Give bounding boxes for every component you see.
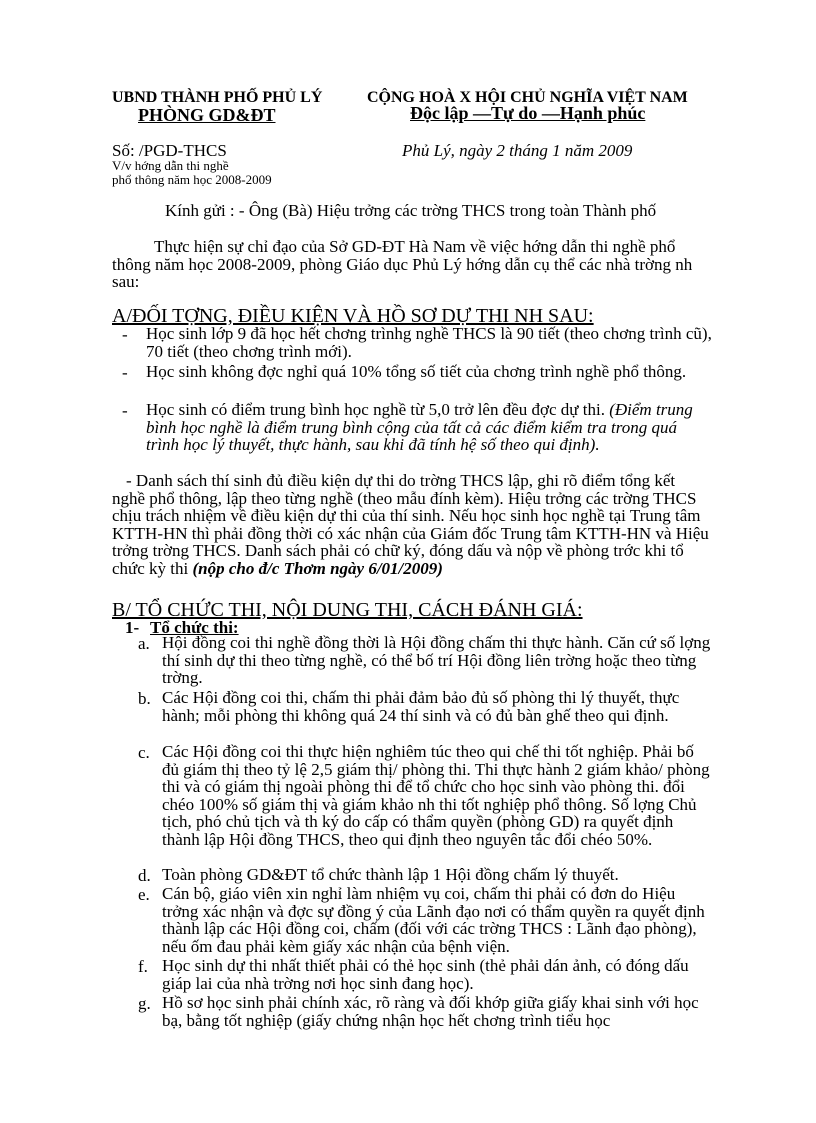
section-b-item-d: Toàn phòng GD&ĐT tổ chức thành lập 1 Hội đồng chấm lý thuyết. xyxy=(162,865,619,884)
item-label-d: d. xyxy=(138,866,151,885)
country-name: CỘNG HOÀ X HỘI CHỦ NGHĨA VIỆT NAM xyxy=(367,89,688,106)
section-a-item-2: Học sinh không đợc nghỉ quá 10% tổng số tiết của chơng trình nghề phổ thông. xyxy=(146,362,687,381)
intro-paragraph: Thực hiện sự chỉ đạo của Sở GD-ĐT Hà Nam về việc hớng dẫn thi nghề phổ thông năm học 2008-2009, phòng Giáo dục Phủ Lý hớng dẫn cụ thể các nhà trờng nh sau: xyxy=(112,237,693,291)
section-b-item-e: Cán bộ, giáo viên xin nghỉ làm nhiệm vụ coi, chấm thi phải có đơn do Hiệu trởng xác nhận và đợc sự đồng ý của Lãnh đạo nơi có thẩm quyền ra quyết định thành lập các Hội đồng coi, chấm (đối với các trờng THCS : Lãnh đạo phòng), nếu ốm đau phải kèm giấy xác nhận của bệnh viện. xyxy=(162,884,705,956)
subject-line-2: phổ thông năm học 2008-2009 xyxy=(112,172,272,187)
section-a-heading: A/ĐỐI TỢNG, ĐIỀU KIỆN VÀ HỒ SƠ DỰ THI NH SAU: xyxy=(112,305,594,327)
issuing-department: PHÒNG GD&ĐT xyxy=(138,105,276,125)
section-b-item-b: Các Hội đồng coi thi, chấm thi phải đảm bảo đủ số phòng thi lý thuyết, thực hành; mỗi phòng thi không quá 24 thí sinh và có đủ bàn ghế theo qui định. xyxy=(162,688,680,725)
bullet-dash: - xyxy=(122,401,128,420)
subsection-title: Tổ chức thi: xyxy=(150,618,239,637)
bullet-dash: - xyxy=(122,325,128,344)
section-a-item-1: Học sinh lớp 9 đã học hết chơng trìnhg nghề THCS là 90 tiết (theo chơng trình cũ), 70 tiết (theo chơng trình mới). xyxy=(146,324,712,361)
item-label-f: f. xyxy=(138,957,148,976)
section-a-item-3-text: Học sinh có điểm trung bình học nghề từ 5,0 trở lên đều đợc dự thi. xyxy=(146,400,605,419)
item-label-g: g. xyxy=(138,994,151,1013)
subject-line-1: V/v hớng dẫn thi nghề xyxy=(112,158,229,173)
document-date: Phủ Lý, ngày 2 tháng 1 năm 2009 xyxy=(402,141,633,160)
section-b-item-g: Hồ sơ học sinh phải chính xác, rõ ràng và đối khớp giữa giấy khai sinh với học bạ, bằng tốt nghiệp (giấy chứng nhận học hết chơng trình tiểu học xyxy=(162,993,699,1030)
section-b-item-c: Các Hội đồng coi thi thực hiện nghiêm túc theo qui chế thi tốt nghiệp. Phải bố đủ giám thị theo tỷ lệ 2,5 giám thị/ phòng thi. Thi thực hành 2 giám khảo/ phòng thi và có giám thị ngoài phòng thi để tổ chức cho học sinh vào phòng thi. đổi chéo 100% số giám thị và giám khảo nh thi tốt nghiệp phổ thông. Số lợng Chủ tịch, phó chủ tịch và th ký do cấp có thẩm quyền (phòng GD) ra quyết định thành lập Hội đồng THCS, theo qui định theo nguyên tắc đổi chéo 50%. xyxy=(162,742,710,849)
section-b-heading: B/ TỔ CHỨC THI, NỘI DUNG THI, CÁCH ĐÁNH GIÁ: xyxy=(112,599,583,621)
item-label-c: c. xyxy=(138,743,150,762)
section-a-item-4: - Danh sách thí sinh đủ điều kiện dự thi do trờng THCS lập, ghi rõ điểm tổng kết nghề phổ thông, lập theo từng nghề (theo mẫu đính kèm). Hiệu trởng các trờng THCS chịu trách nhiệm về điều kiện dự thi của thí sinh. Nếu học sinh học nghề tại Trung tâm KTTH-HN thì phải đồng thời có xác nhận của Giám đốc Trung tâm KTTH-HN và Hiệu trởng trờng THCS. Danh sách phải có chữ ký, đóng dấu và nộp về phòng trớc khi tổ chức kỳ thi (nộp cho đ/c Thơm ngày 6/01/2009) xyxy=(112,471,709,578)
section-a-item-4-text: Danh sách thí sinh đủ điều kiện dự thi do trờng THCS lập, ghi rõ điểm tổng kết nghề phổ thông, lập theo từng nghề (theo mẫu đính kèm). Hiệu trởng các trờng THCS chịu trách nhiệm về điều kiện dự thi của thí sinh. Nếu học sinh học nghề tại Trung tâm KTTH-HN thì phải đồng thời có xác nhận của Giám đốc Trung tâm KTTH-HN và Hiệu trởng trờng THCS. Danh sách phải có chữ ký, đóng dấu và nộp về phòng trớc khi tổ chức kỳ thi xyxy=(112,471,709,578)
section-b-item-a: Hội đồng coi thi nghề đồng thời là Hội đồng chấm thi thực hành. Căn cứ số lợng thí sinh dự thi theo từng nghề, có thể bố trí Hội đồng liên trờng hoặc theo từng trờng. xyxy=(162,633,711,687)
section-a-item-4-emphasis: (nộp cho đ/c Thơm ngày 6/01/2009) xyxy=(192,558,443,578)
section-a-item-3-note: (Điểm trung bình học nghề là điểm trung bình cộng của tất cả các điểm kiểm tra trong quá trình học lý thuyết, thực hành, sau khi đã tính hệ số theo qui định). xyxy=(146,400,693,454)
document-number: Số: /PGD-THCS xyxy=(112,141,227,160)
item-label-b: b. xyxy=(138,689,151,708)
item-label-a: a. xyxy=(138,634,150,653)
recipient-line: Kính gửi : - Ông (Bà) Hiệu trởng các trờng THCS trong toàn Thành phố xyxy=(165,201,657,220)
national-motto: Độc lập —Tự do —Hạnh phúc xyxy=(410,103,646,123)
section-b-item-f: Học sinh dự thi nhất thiết phải có thẻ học sinh (thẻ phải dán ảnh, có đóng dấu giáp lai của nhà trờng nơi học sinh đang học). xyxy=(162,956,689,993)
bullet-dash: - xyxy=(122,363,128,382)
issuing-authority: UBND THÀNH PHỐ PHỦ LÝ xyxy=(112,89,323,106)
section-a-item-3 xyxy=(146,401,712,454)
item-label-e: e. xyxy=(138,885,150,904)
subsection-number: 1- xyxy=(125,618,140,637)
